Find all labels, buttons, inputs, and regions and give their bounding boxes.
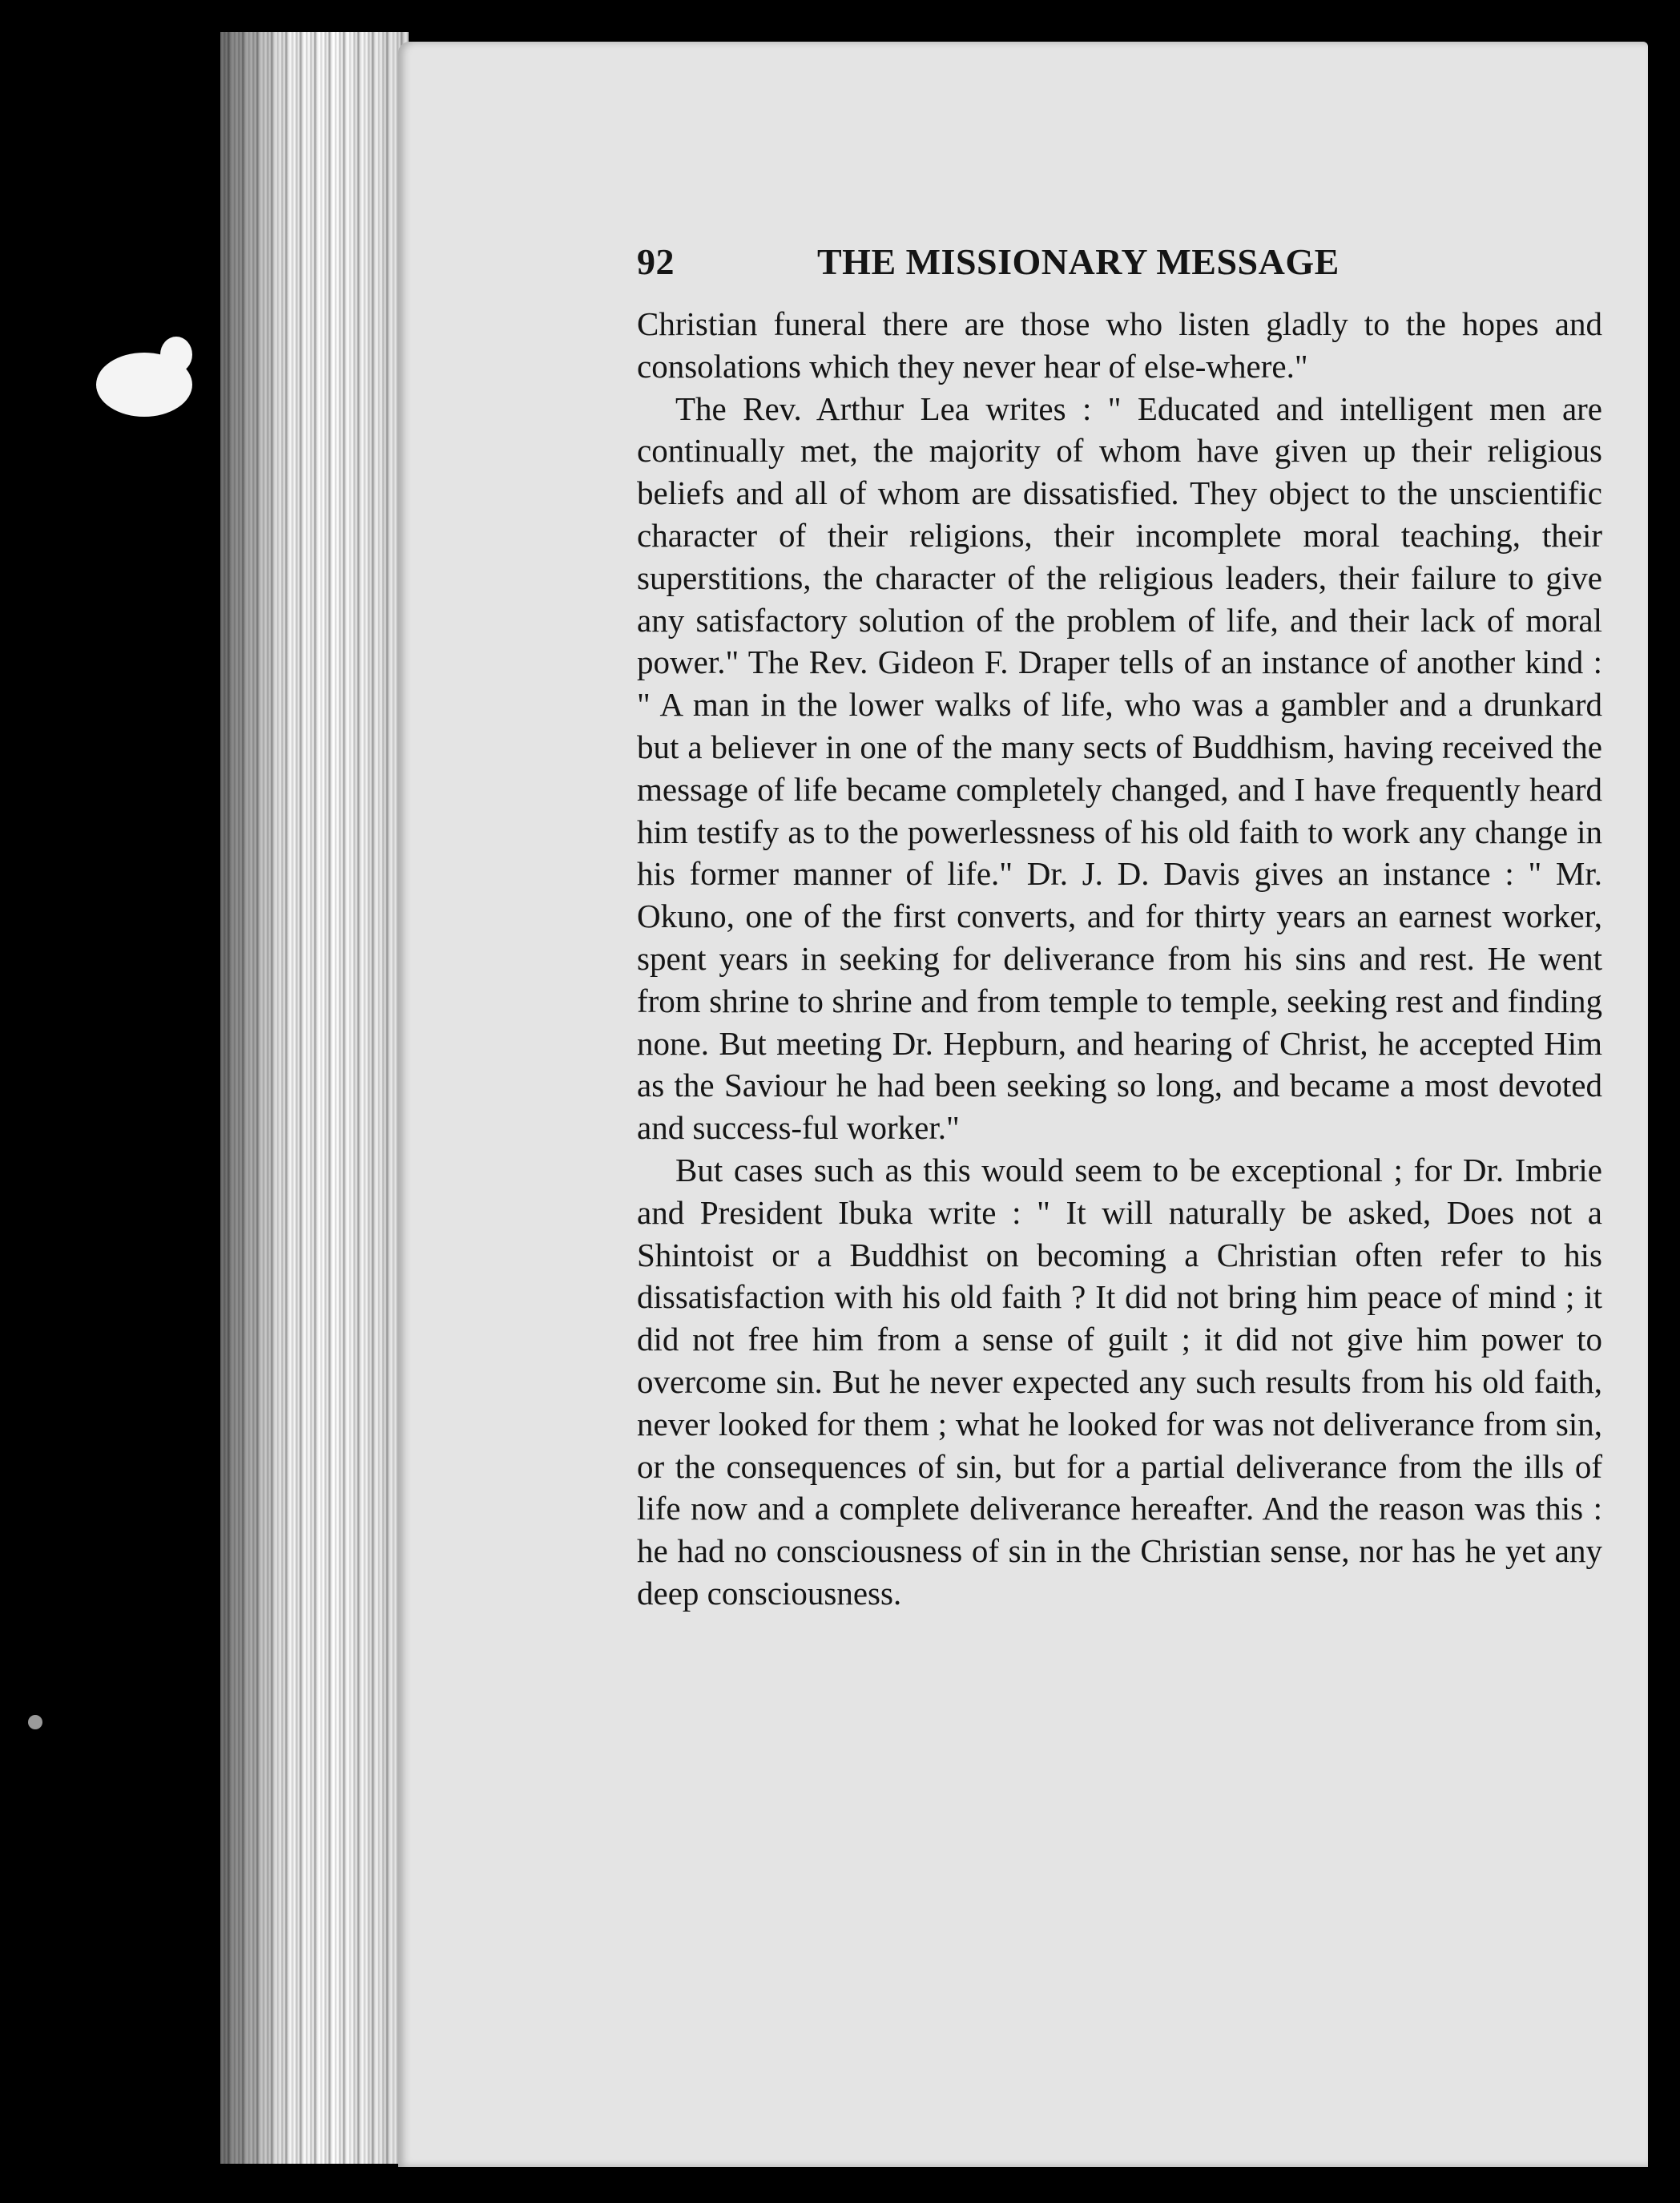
dust-speck [160,337,192,373]
page-edges [220,32,409,2164]
paragraph: The Rev. Arthur Lea writes : " Educated and intelligent men are continually met, the majority of whom have given up their religious beliefs and all of whom are dissatisfied. They object to the unscientific character of their religions, their incomplete moral teaching, their superstitions, the character of the religious leaders, their failure to give any satisfactory solution of the problem of life, and their lack of moral power." The Rev. Gideon F. Draper tells of an instance of another kind : " A man in the lower walks of life, who was a gambler and a drunkard but a believer in one of the many sects of Buddhism, having received the message of life became completely changed, and I have frequently heard him testify as to the powerlessness of his old faith to work any change in his former manner of life." Dr. J. D. Davis gives an instance : " Mr. Okuno, one of the first converts, and for thirty years an earnest worker, spent years in seeking for deliverance from his sins and rest. He went from shrine to shrine and from temple to temple, seeking rest and finding none. But meeting Dr. Hepburn, and hearing of Christ, he accepted Him as the Saviour he had been seeking so long, and became a most devoted and success-ful worker." [637,389,1602,1147]
running-head [637,240,1602,298]
page-number: 92 [637,241,675,282]
paragraph: But cases such as this would seem to be exceptional ; for Dr. Imbrie and President Ibuka write : " It will naturally be asked, Does not a Shintoist or a Buddhist on becoming a Christian often refer to his dissatisfaction with his old faith ? It did not bring him peace of mind ; it did not free him from a sense of guilt ; it did not give him power to overcome sin. But he never expected any such results from his old faith, never looked for them ; what he looked for was not deliverance from sin, or the consequences of sin, but for a partial deliverance from the ills of life now and a complete deliverance hereafter. And the reason was this : he had no consciousness of sin in the Christian sense, nor has he yet any deep consciousness. [637,1151,1602,1612]
body-text [637,303,1602,1615]
paragraph: Christian funeral there are those who listen gladly to the hopes and consolations which they never hear of else-where." [637,305,1602,385]
running-title: THE MISSIONARY MESSAGE [817,241,1340,282]
page-content [637,240,1602,1615]
dust-speck [28,1715,42,1729]
